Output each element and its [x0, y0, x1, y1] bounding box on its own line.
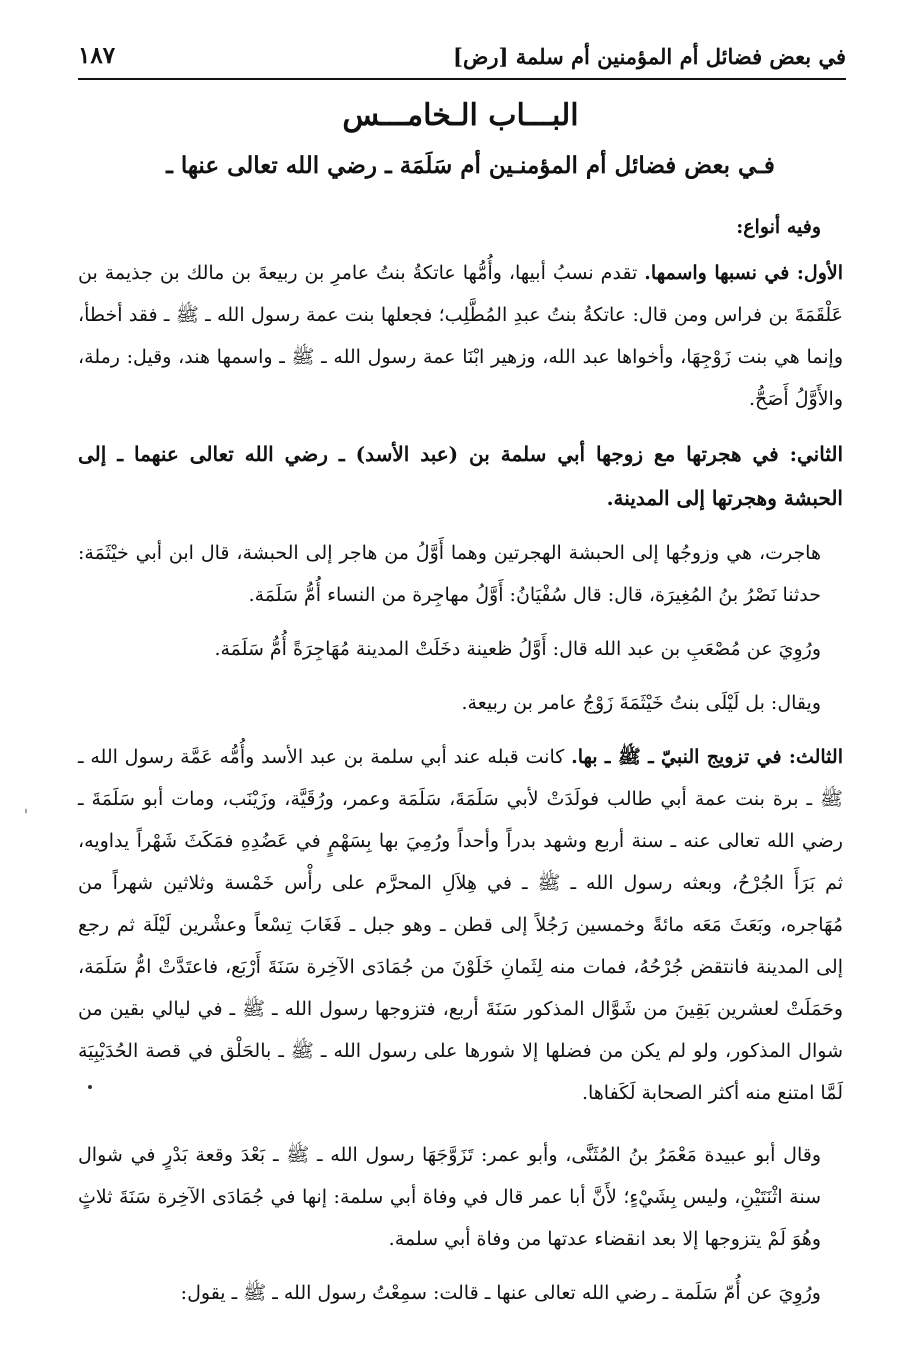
section-2-heading: الثاني: في هجرتها مع زوجها أبي سلمة بن (عبد الأسد) ـ رضي الله تعالى عنهما ـ إلى الحبشة وهجرتها إلى المدينة. — [78, 442, 843, 510]
header-title: في بعض فضائل أم المؤمنين أم سلمة [رض] — [453, 44, 846, 69]
stray-dot — [88, 1085, 92, 1089]
section-3-paragraph-3: ورُوِيَ عن أُمّ سَلَمة ـ رضي الله تعالى عنها ـ قالت: سمِعْتُ رسول الله ـ ﷺ ـ يقول: — [180, 1282, 821, 1304]
section-2-paragraph-1: هاجرت، هي وزوجُها إلى الحبشة الهجرتين وهما أَوَّلُ من هاجر إلى الحبشة، قال ابن أبي خيْثَمَة: حدثنا نَصْرُ بنُ المُغِيرَة، قال: قال سُفْيَانُ: أَوَّلُ مهاجِرة من النساء أُمُّ سَلَمَة. — [78, 542, 821, 606]
section-1-text: تقدم نسبُ أبيها، وأُمُّها عاتكةُ بنتُ عامرِ بن ربيعةَ بن مالك بن جذيمة بن عَلْقَمَةَ بن فراس ومن قال: عاتكةُ بنتُ عبدِ المُطَّلِب؛ فجعلها بنت عمة رسول الله ـ ﷺ ـ فقد أخطأ، وإنما هي بنت زَوْجِهَا، وأخواها عبد الله، وزهير ابْنَا عمة رسول الله ـ ﷺ ـ واسمها هند، وقيل: رملة، والأَوَّلُ أَصَحُّ. — [78, 262, 843, 410]
running-header — [78, 40, 846, 80]
chapter-subtitle: فـي بعض فضائل أم المؤمنـين أم سَلَمَة ـ رضي الله تعالى عنها ـ — [166, 152, 775, 179]
intro-line: وفيه أنواع: — [736, 216, 821, 238]
section-2-paragraph-3: ويقال: بل لَيْلَى بنتُ خَيْثَمَةَ زَوْجُ عامر بن ربيعة. — [461, 692, 821, 714]
body-text — [78, 206, 843, 1314]
section-3-lead: الثالث: في تزويج النبيّ ـ ﷺ ـ بها. — [571, 746, 843, 768]
section-3-paragraph-2: وقال أبو عبيدة مَعْمَرُ بنُ المُثَنَّى، وأبو عمر: تَزَوَّجَهَا رسول الله ـ ﷺ ـ بَعْدَ وقعة بَدْرٍ في شوال سنة اثْنَتَيْنِ، وليس بِشَيْءٍ؛ لأَنَّ أبا عمر قال في وفاة أبي سلمة: إنها في جُمَادَى الآخِرة سَنَةَ ثلاثٍ وهُوَ لَمْ يتزوجها إلا بعد انقضاء عدتها من وفاة أبي سلمة. — [78, 1144, 821, 1250]
page-number: ١٨٧ — [78, 42, 116, 69]
section-3-text: كانت قبله عند أبي سلمة بن عبد الأسد وأُمُّه عَمَّة رسول الله ـ ﷺ ـ برة بنت عمة أبي طالب فولَدَتْ لأبي سَلَمَةَ، سَلَمَة وعمر، ورُقَيَّة، وزَيْنَب، ومات أبو سَلَمَةَ ـ رضي الله تعالى عنه ـ سنة أربع وشهد بدراً وأحداً ورُمِيَ بها بِسَهْمٍ في عَضُدِهِ فمَكَثَ شَهْراً يداويه، ثم بَرَأَ الجُرْحُ، وبعثه رسول الله ـ ﷺ ـ في هِلاَلِ المحرَّم على رأْس خَمْسة وثلاثين شهراً من مُهَاجره، وبَعَثَ مَعَه مائةً وخمسين رَجُلاً إلى قطن ـ وهو جبل ـ فَغَابَ تِسْعاً وعشْرين لَيْلَة ثم رجع إلى المدينة فانتقض جُرْحُهُ، فمات منه لِثَمانِ خَلَوْنَ من جُمَادَى الآخِرة سَنَةَ أَرْبَع، فاعتَدَّتْ امُّ سَلَمَة، وحَمَلَتْ لعشرين بَقِينَ من شَوَّال المذكور سَنَةَ أربع، فتزوجها رسول الله ـ ﷺ ـ في ليالي بقين من شوال المذكور، ولو لم يكن من فضلها إلا شورها على رسول الله ـ ﷺ ـ بالحَلْق في قصة الحُدَيْبِيَة لَمَّا امتنع منه أكثر الصحابة لَكَفاها. — [78, 746, 843, 1104]
section-1-paragraph — [78, 252, 843, 420]
chapter-title: البـــاب الـخامـــس — [342, 98, 579, 133]
section-1-lead: الأول: في نسبها واسمها. — [644, 262, 843, 284]
section-3-paragraph — [78, 736, 843, 1114]
section-2-paragraph-2: ورُوِيَ عن مُصْعَبِ بن عبد الله قال: أَوَّلُ ظعينة دخَلَتْ المدينة مُهَاجِرَةً أُمُّ سَلَمَة. — [214, 638, 821, 660]
